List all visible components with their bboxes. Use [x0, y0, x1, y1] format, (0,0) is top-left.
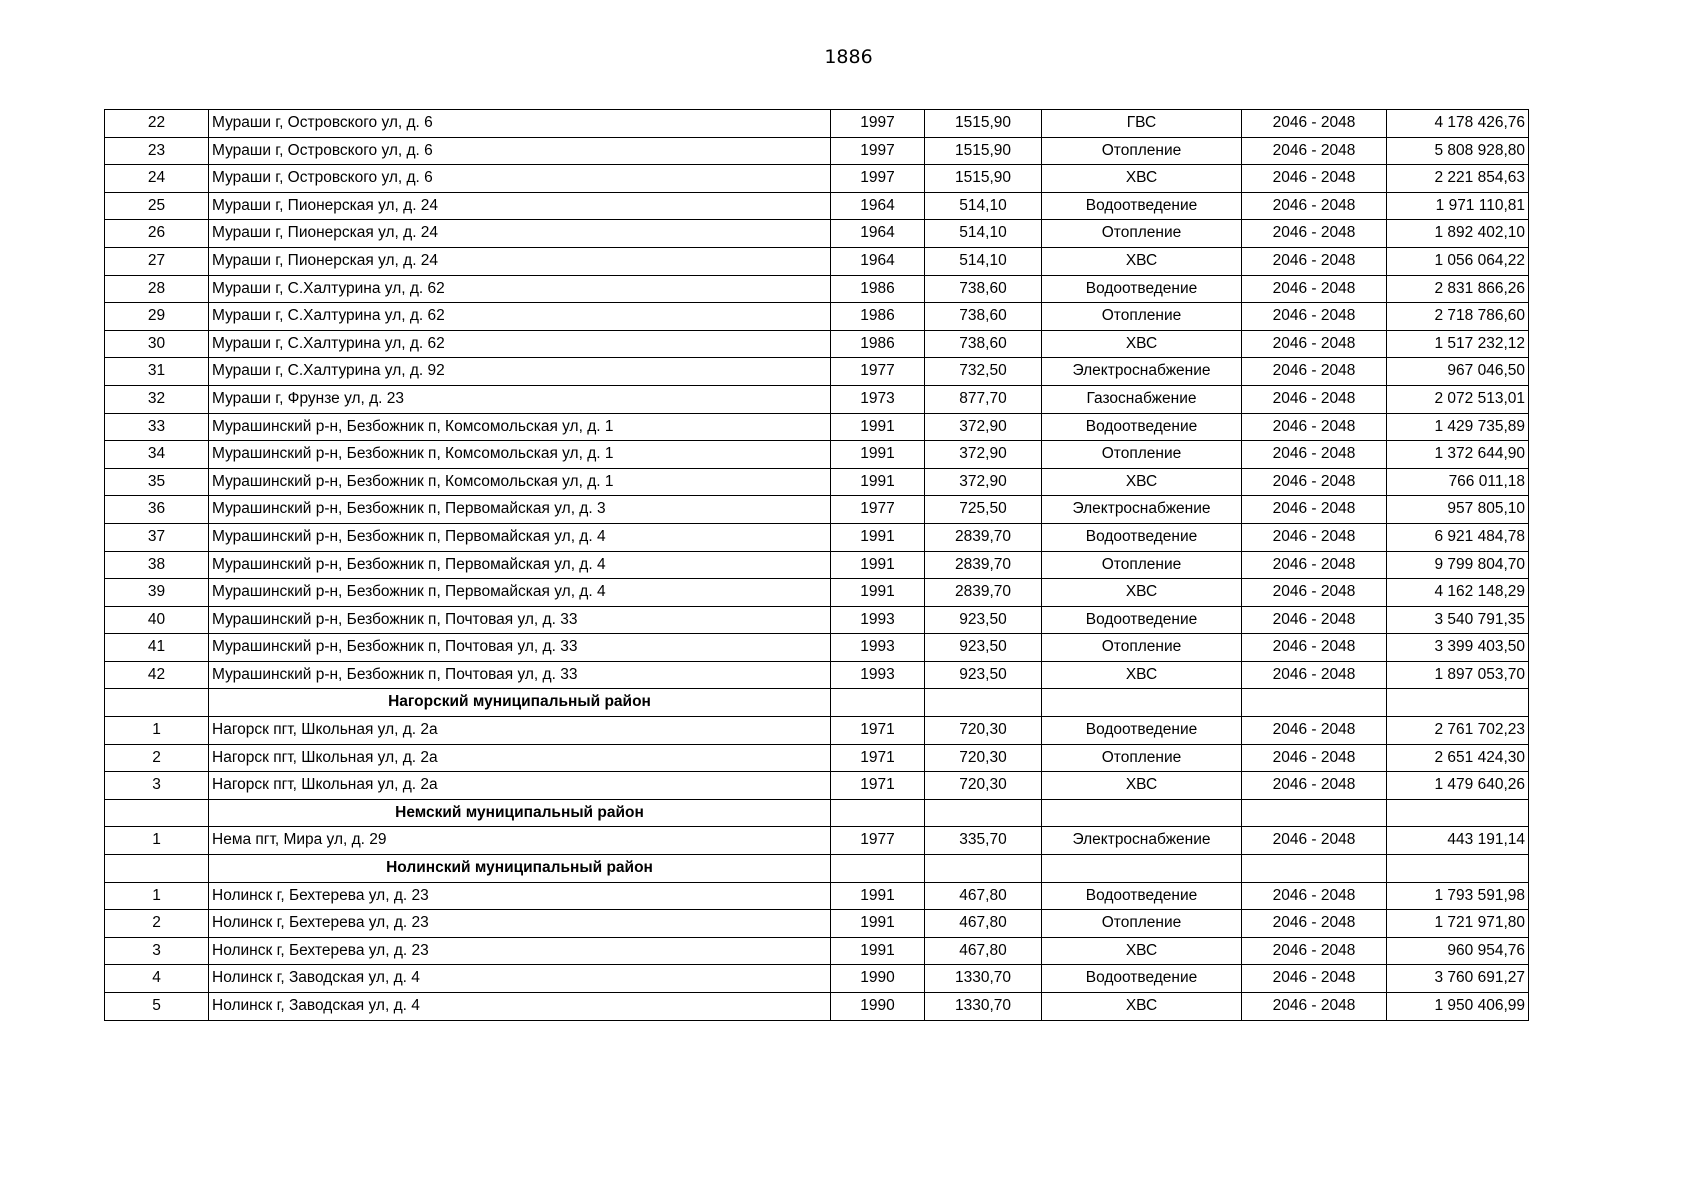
- district-header-row: [105, 855, 1529, 883]
- build-year-cell: 1971: [831, 717, 925, 745]
- build-year-cell: 1990: [831, 965, 925, 993]
- area-cell: 467,80: [925, 882, 1042, 910]
- system-type-cell: Водоотведение: [1042, 606, 1242, 634]
- build-year-cell: 1964: [831, 247, 925, 275]
- address-cell: Нагорск пгт, Школьная ул, д. 2а: [209, 772, 831, 800]
- cost-cell: 1 517 232,12: [1387, 330, 1529, 358]
- row-number-cell: 2: [105, 910, 209, 938]
- row-number-cell: 27: [105, 247, 209, 275]
- repair-period-cell: 2046 - 2048: [1242, 358, 1387, 386]
- build-year-cell: 1993: [831, 661, 925, 689]
- area-cell: 923,50: [925, 634, 1042, 662]
- system-type-cell: Отопление: [1042, 303, 1242, 331]
- system-type-cell: ГВС: [1042, 110, 1242, 138]
- cost-cell: 2 831 866,26: [1387, 275, 1529, 303]
- address-cell: Мурашинский р-н, Безбожник п, Почтовая ул, д. 33: [209, 634, 831, 662]
- system-type-cell: Электроснабжение: [1042, 358, 1242, 386]
- row-number-cell: 41: [105, 634, 209, 662]
- system-type-cell: ХВС: [1042, 330, 1242, 358]
- build-year-cell: 1991: [831, 579, 925, 607]
- row-number-cell: 35: [105, 468, 209, 496]
- system-type-cell: ХВС: [1042, 165, 1242, 193]
- cost-cell: 1 479 640,26: [1387, 772, 1529, 800]
- cost-cell: 1 793 591,98: [1387, 882, 1529, 910]
- area-cell: [925, 689, 1042, 717]
- build-year-cell: 1977: [831, 496, 925, 524]
- repair-period-cell: 2046 - 2048: [1242, 523, 1387, 551]
- area-cell: 1515,90: [925, 137, 1042, 165]
- repair-period-cell: 2046 - 2048: [1242, 385, 1387, 413]
- row-number-cell: 36: [105, 496, 209, 524]
- build-year-cell: 1997: [831, 137, 925, 165]
- cost-cell: 2 761 702,23: [1387, 717, 1529, 745]
- row-number-cell: 3: [105, 937, 209, 965]
- address-cell: Мураши г, С.Халтурина ул, д. 62: [209, 330, 831, 358]
- table-row: [105, 137, 1529, 165]
- cost-cell: [1387, 689, 1529, 717]
- system-type-cell: Отопление: [1042, 910, 1242, 938]
- row-number-cell: 2: [105, 744, 209, 772]
- address-cell: Нолинск г, Бехтерева ул, д. 23: [209, 937, 831, 965]
- district-header-row: [105, 799, 1529, 827]
- address-cell: Мурашинский р-н, Безбожник п, Первомайская ул, д. 4: [209, 579, 831, 607]
- cost-cell: 1 056 064,22: [1387, 247, 1529, 275]
- system-type-cell: ХВС: [1042, 993, 1242, 1021]
- system-type-cell: Водоотведение: [1042, 275, 1242, 303]
- build-year-cell: 1977: [831, 358, 925, 386]
- cost-cell: 2 718 786,60: [1387, 303, 1529, 331]
- area-cell: 877,70: [925, 385, 1042, 413]
- repair-period-cell: 2046 - 2048: [1242, 110, 1387, 138]
- area-cell: 514,10: [925, 220, 1042, 248]
- area-cell: 738,60: [925, 303, 1042, 331]
- build-year-cell: 1964: [831, 192, 925, 220]
- build-year-cell: 1971: [831, 772, 925, 800]
- build-year-cell: 1997: [831, 165, 925, 193]
- row-number-cell: [105, 689, 209, 717]
- system-type-cell: ХВС: [1042, 661, 1242, 689]
- cost-cell: 3 760 691,27: [1387, 965, 1529, 993]
- system-type-cell: Газоснабжение: [1042, 385, 1242, 413]
- build-year-cell: 1977: [831, 827, 925, 855]
- system-type-cell: Водоотведение: [1042, 965, 1242, 993]
- row-number-cell: 38: [105, 551, 209, 579]
- cost-cell: 1 429 735,89: [1387, 413, 1529, 441]
- district-name-cell: Немский муниципальный район: [209, 799, 831, 827]
- cost-cell: 6 921 484,78: [1387, 523, 1529, 551]
- area-cell: 738,60: [925, 330, 1042, 358]
- repair-period-cell: 2046 - 2048: [1242, 882, 1387, 910]
- system-type-cell: ХВС: [1042, 772, 1242, 800]
- system-type-cell: ХВС: [1042, 247, 1242, 275]
- build-year-cell: 1993: [831, 634, 925, 662]
- system-type-cell: Отопление: [1042, 744, 1242, 772]
- address-cell: Мураши г, Островского ул, д. 6: [209, 137, 831, 165]
- build-year-cell: 1991: [831, 910, 925, 938]
- table-body: [105, 110, 1529, 1021]
- table-row: [105, 579, 1529, 607]
- system-type-cell: Электроснабжение: [1042, 827, 1242, 855]
- system-type-cell: Водоотведение: [1042, 192, 1242, 220]
- row-number-cell: 1: [105, 827, 209, 855]
- address-cell: Нолинск г, Бехтерева ул, д. 23: [209, 910, 831, 938]
- area-cell: 372,90: [925, 413, 1042, 441]
- district-name-cell: Нолинский муниципальный район: [209, 855, 831, 883]
- address-cell: Нема пгт, Мира ул, д. 29: [209, 827, 831, 855]
- build-year-cell: 1971: [831, 744, 925, 772]
- row-number-cell: 33: [105, 413, 209, 441]
- row-number-cell: 28: [105, 275, 209, 303]
- cost-cell: 766 011,18: [1387, 468, 1529, 496]
- address-cell: Мураши г, С.Халтурина ул, д. 92: [209, 358, 831, 386]
- table-row: [105, 523, 1529, 551]
- repair-period-cell: 2046 - 2048: [1242, 165, 1387, 193]
- system-type-cell: ХВС: [1042, 579, 1242, 607]
- cost-cell: 957 805,10: [1387, 496, 1529, 524]
- repair-period-cell: 2046 - 2048: [1242, 937, 1387, 965]
- row-number-cell: 32: [105, 385, 209, 413]
- system-type-cell: Отопление: [1042, 551, 1242, 579]
- repair-period-cell: 2046 - 2048: [1242, 965, 1387, 993]
- address-cell: Мураши г, Островского ул, д. 6: [209, 110, 831, 138]
- table-row: [105, 744, 1529, 772]
- page-number: 1886: [824, 46, 873, 68]
- table-row: [105, 993, 1529, 1021]
- build-year-cell: [831, 855, 925, 883]
- repair-period-cell: 2046 - 2048: [1242, 606, 1387, 634]
- row-number-cell: 39: [105, 579, 209, 607]
- repair-period-cell: 2046 - 2048: [1242, 303, 1387, 331]
- table-row: [105, 717, 1529, 745]
- cost-cell: 3 540 791,35: [1387, 606, 1529, 634]
- system-type-cell: Отопление: [1042, 137, 1242, 165]
- address-cell: Мураши г, Островского ул, д. 6: [209, 165, 831, 193]
- system-type-cell: [1042, 855, 1242, 883]
- repair-period-cell: 2046 - 2048: [1242, 496, 1387, 524]
- build-year-cell: 1991: [831, 468, 925, 496]
- repair-period-cell: 2046 - 2048: [1242, 441, 1387, 469]
- address-cell: Мурашинский р-н, Безбожник п, Комсомольская ул, д. 1: [209, 468, 831, 496]
- build-year-cell: 1991: [831, 882, 925, 910]
- row-number-cell: 30: [105, 330, 209, 358]
- table-row: [105, 358, 1529, 386]
- repair-period-cell: [1242, 799, 1387, 827]
- area-cell: 720,30: [925, 744, 1042, 772]
- cost-cell: 2 651 424,30: [1387, 744, 1529, 772]
- area-cell: 923,50: [925, 661, 1042, 689]
- address-cell: Мурашинский р-н, Безбожник п, Комсомольская ул, д. 1: [209, 413, 831, 441]
- table-row: [105, 606, 1529, 634]
- repair-period-cell: 2046 - 2048: [1242, 192, 1387, 220]
- build-year-cell: 1973: [831, 385, 925, 413]
- repair-schedule-table: [104, 109, 1529, 1021]
- table-row: [105, 496, 1529, 524]
- area-cell: 467,80: [925, 937, 1042, 965]
- row-number-cell: 5: [105, 993, 209, 1021]
- table-row: [105, 413, 1529, 441]
- repair-period-cell: 2046 - 2048: [1242, 247, 1387, 275]
- repair-period-cell: 2046 - 2048: [1242, 634, 1387, 662]
- row-number-cell: 31: [105, 358, 209, 386]
- cost-cell: 967 046,50: [1387, 358, 1529, 386]
- area-cell: 2839,70: [925, 523, 1042, 551]
- area-cell: 738,60: [925, 275, 1042, 303]
- area-cell: 1515,90: [925, 110, 1042, 138]
- repair-period-cell: [1242, 855, 1387, 883]
- address-cell: Мурашинский р-н, Безбожник п, Комсомольская ул, д. 1: [209, 441, 831, 469]
- system-type-cell: Отопление: [1042, 220, 1242, 248]
- row-number-cell: 24: [105, 165, 209, 193]
- area-cell: 335,70: [925, 827, 1042, 855]
- repair-period-cell: [1242, 689, 1387, 717]
- build-year-cell: 1986: [831, 330, 925, 358]
- area-cell: 732,50: [925, 358, 1042, 386]
- address-cell: Нолинск г, Заводская ул, д. 4: [209, 965, 831, 993]
- area-cell: [925, 855, 1042, 883]
- table-row: [105, 937, 1529, 965]
- system-type-cell: Водоотведение: [1042, 523, 1242, 551]
- row-number-cell: 25: [105, 192, 209, 220]
- row-number-cell: 40: [105, 606, 209, 634]
- repair-period-cell: 2046 - 2048: [1242, 137, 1387, 165]
- build-year-cell: [831, 799, 925, 827]
- build-year-cell: 1993: [831, 606, 925, 634]
- repair-period-cell: 2046 - 2048: [1242, 910, 1387, 938]
- address-cell: Мураши г, Пионерская ул, д. 24: [209, 220, 831, 248]
- district-header-row: [105, 689, 1529, 717]
- table-row: [105, 110, 1529, 138]
- row-number-cell: 4: [105, 965, 209, 993]
- system-type-cell: Водоотведение: [1042, 882, 1242, 910]
- address-cell: Мурашинский р-н, Безбожник п, Почтовая ул, д. 33: [209, 606, 831, 634]
- repair-period-cell: 2046 - 2048: [1242, 661, 1387, 689]
- repair-period-cell: 2046 - 2048: [1242, 717, 1387, 745]
- cost-cell: 443 191,14: [1387, 827, 1529, 855]
- table-row: [105, 772, 1529, 800]
- table-row: [105, 330, 1529, 358]
- table-row: [105, 192, 1529, 220]
- repair-period-cell: 2046 - 2048: [1242, 993, 1387, 1021]
- address-cell: Мураши г, Фрунзе ул, д. 23: [209, 385, 831, 413]
- repair-period-cell: 2046 - 2048: [1242, 744, 1387, 772]
- row-number-cell: 29: [105, 303, 209, 331]
- build-year-cell: 1991: [831, 523, 925, 551]
- system-type-cell: Водоотведение: [1042, 413, 1242, 441]
- system-type-cell: [1042, 689, 1242, 717]
- cost-cell: 1 721 971,80: [1387, 910, 1529, 938]
- system-type-cell: [1042, 799, 1242, 827]
- area-cell: 1515,90: [925, 165, 1042, 193]
- cost-cell: 2 072 513,01: [1387, 385, 1529, 413]
- table-row: [105, 441, 1529, 469]
- address-cell: Нагорск пгт, Школьная ул, д. 2а: [209, 717, 831, 745]
- cost-cell: 1 897 053,70: [1387, 661, 1529, 689]
- address-cell: Мураши г, Пионерская ул, д. 24: [209, 247, 831, 275]
- build-year-cell: 1997: [831, 110, 925, 138]
- repair-period-cell: 2046 - 2048: [1242, 413, 1387, 441]
- area-cell: 720,30: [925, 772, 1042, 800]
- cost-cell: 1 950 406,99: [1387, 993, 1529, 1021]
- repair-period-cell: 2046 - 2048: [1242, 772, 1387, 800]
- area-cell: 725,50: [925, 496, 1042, 524]
- table-row: [105, 827, 1529, 855]
- area-cell: 467,80: [925, 910, 1042, 938]
- system-type-cell: ХВС: [1042, 937, 1242, 965]
- cost-cell: 9 799 804,70: [1387, 551, 1529, 579]
- area-cell: 372,90: [925, 468, 1042, 496]
- address-cell: Нолинск г, Бехтерева ул, д. 23: [209, 882, 831, 910]
- cost-cell: 2 221 854,63: [1387, 165, 1529, 193]
- row-number-cell: 22: [105, 110, 209, 138]
- repair-period-cell: 2046 - 2048: [1242, 551, 1387, 579]
- row-number-cell: 26: [105, 220, 209, 248]
- table-row: [105, 634, 1529, 662]
- district-name-cell: Нагорский муниципальный район: [209, 689, 831, 717]
- area-cell: 1330,70: [925, 993, 1042, 1021]
- repair-period-cell: 2046 - 2048: [1242, 220, 1387, 248]
- build-year-cell: 1964: [831, 220, 925, 248]
- cost-cell: [1387, 799, 1529, 827]
- build-year-cell: 1991: [831, 551, 925, 579]
- area-cell: 2839,70: [925, 551, 1042, 579]
- row-number-cell: 3: [105, 772, 209, 800]
- system-type-cell: ХВС: [1042, 468, 1242, 496]
- table-row: [105, 247, 1529, 275]
- cost-cell: 1 971 110,81: [1387, 192, 1529, 220]
- cost-cell: 3 399 403,50: [1387, 634, 1529, 662]
- build-year-cell: 1991: [831, 937, 925, 965]
- cost-cell: 960 954,76: [1387, 937, 1529, 965]
- address-cell: Мурашинский р-н, Безбожник п, Первомайская ул, д. 4: [209, 551, 831, 579]
- address-cell: Мураши г, Пионерская ул, д. 24: [209, 192, 831, 220]
- build-year-cell: 1986: [831, 275, 925, 303]
- table-row: [105, 385, 1529, 413]
- repair-period-cell: 2046 - 2048: [1242, 827, 1387, 855]
- address-cell: Мурашинский р-н, Безбожник п, Первомайская ул, д. 4: [209, 523, 831, 551]
- cost-cell: [1387, 855, 1529, 883]
- table-row: [105, 165, 1529, 193]
- row-number-cell: 1: [105, 717, 209, 745]
- table-row: [105, 910, 1529, 938]
- cost-cell: 1 892 402,10: [1387, 220, 1529, 248]
- table-row: [105, 965, 1529, 993]
- address-cell: Нолинск г, Заводская ул, д. 4: [209, 993, 831, 1021]
- table-row: [105, 551, 1529, 579]
- address-cell: Мураши г, С.Халтурина ул, д. 62: [209, 275, 831, 303]
- address-cell: Мураши г, С.Халтурина ул, д. 62: [209, 303, 831, 331]
- area-cell: 923,50: [925, 606, 1042, 634]
- row-number-cell: [105, 855, 209, 883]
- repair-period-cell: 2046 - 2048: [1242, 468, 1387, 496]
- row-number-cell: 42: [105, 661, 209, 689]
- row-number-cell: 34: [105, 441, 209, 469]
- table-row: [105, 468, 1529, 496]
- area-cell: [925, 799, 1042, 827]
- cost-cell: 4 162 148,29: [1387, 579, 1529, 607]
- repair-period-cell: 2046 - 2048: [1242, 275, 1387, 303]
- area-cell: 720,30: [925, 717, 1042, 745]
- address-cell: Нагорск пгт, Школьная ул, д. 2а: [209, 744, 831, 772]
- table-row: [105, 275, 1529, 303]
- row-number-cell: 37: [105, 523, 209, 551]
- area-cell: 372,90: [925, 441, 1042, 469]
- build-year-cell: 1991: [831, 413, 925, 441]
- build-year-cell: 1991: [831, 441, 925, 469]
- row-number-cell: [105, 799, 209, 827]
- repair-period-cell: 2046 - 2048: [1242, 330, 1387, 358]
- area-cell: 1330,70: [925, 965, 1042, 993]
- system-type-cell: Водоотведение: [1042, 717, 1242, 745]
- system-type-cell: Отопление: [1042, 441, 1242, 469]
- cost-cell: 4 178 426,76: [1387, 110, 1529, 138]
- table-row: [105, 661, 1529, 689]
- cost-cell: 5 808 928,80: [1387, 137, 1529, 165]
- table-row: [105, 882, 1529, 910]
- build-year-cell: 1990: [831, 993, 925, 1021]
- address-cell: Мурашинский р-н, Безбожник п, Первомайская ул, д. 3: [209, 496, 831, 524]
- repair-period-cell: 2046 - 2048: [1242, 579, 1387, 607]
- system-type-cell: Электроснабжение: [1042, 496, 1242, 524]
- cost-cell: 1 372 644,90: [1387, 441, 1529, 469]
- area-cell: 2839,70: [925, 579, 1042, 607]
- table-row: [105, 303, 1529, 331]
- row-number-cell: 1: [105, 882, 209, 910]
- table-row: [105, 220, 1529, 248]
- area-cell: 514,10: [925, 192, 1042, 220]
- system-type-cell: Отопление: [1042, 634, 1242, 662]
- row-number-cell: 23: [105, 137, 209, 165]
- area-cell: 514,10: [925, 247, 1042, 275]
- build-year-cell: 1986: [831, 303, 925, 331]
- address-cell: Мурашинский р-н, Безбожник п, Почтовая ул, д. 33: [209, 661, 831, 689]
- build-year-cell: [831, 689, 925, 717]
